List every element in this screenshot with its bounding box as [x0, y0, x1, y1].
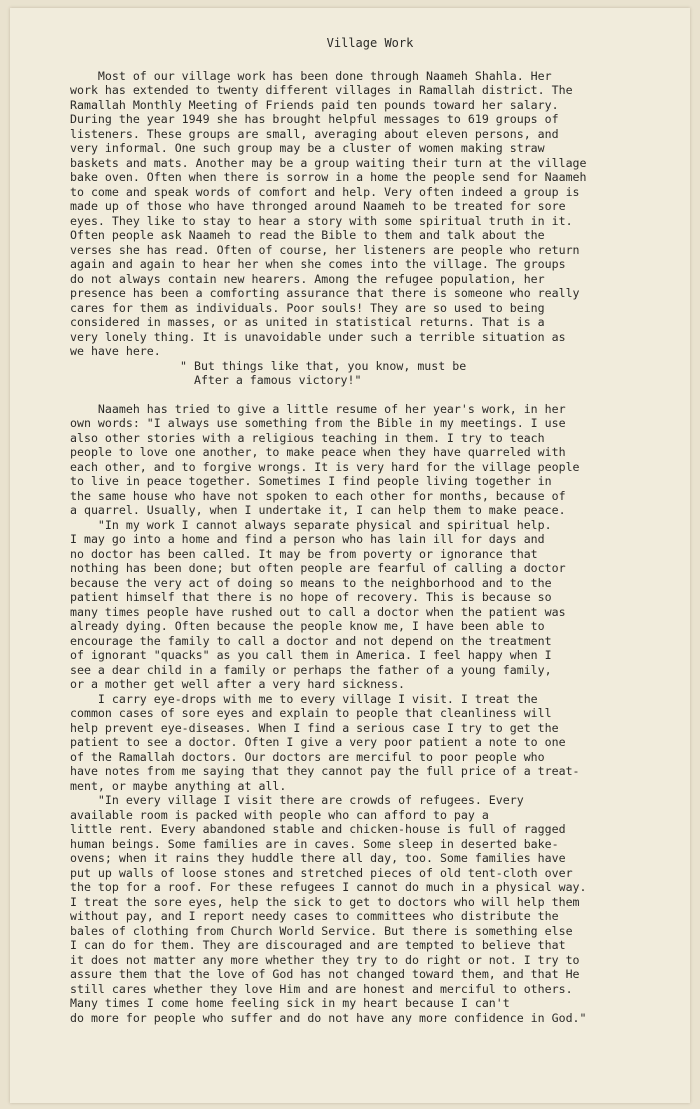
typewritten-page	[10, 8, 690, 1103]
paragraph-eye-drops: I carry eye-drops with me to every village I visit. I treat the common cases of sore eyes and explain to people that cleanliness will help prevent eye-diseases. When I find a serious case I try to get the patient to see a doctor. Often I give a very poor patient a note to one of the Ramallah doctors. Our doctors are merciful to poor people who have notes from me saying that they cannot pay the full price of a treat- ment, or maybe anything at all.	[70, 691, 580, 793]
paragraph-physical-spiritual: "In my work I cannot always separate physical and spiritual help. I may go into a home and find a person who has lain ill for days and no doctor has been called. It may be from poverty or ignorance that nothing has been done; but often people are fearful of calling a doctor because the very act of doing so means to the neighborhood and to the patient himself that there is no hope of recovery. This is because so many times people have rushed out to call a doctor when the patient was already dying. Often because the people know me, I have been able to encourage the family to call a doctor and not depend on the treatment of ignorant "quacks" as you call them in America. I feel happy when I see a dear child in a family or perhaps the father of a young family, or a mother get well after a very hard sickness.	[70, 517, 566, 691]
paragraph-resume: Naameh has tried to give a little resume of her year's work, in her own words: "I always use something from the Bible in my meetings. I use also other stories with a religious teaching in them. I try to teach people to love one another, to make peace when they have quarreled with each other, and to forgive wrongs. It is very hard for the village people to live in peace together. Sometimes I find people living together in the same house who have not spoken to each other for months, because of a quarrel. Usually, when I undertake it, I can help them to make peace.	[70, 401, 580, 517]
paragraph-intro: Most of our village work has been done through Naameh Shahla. Her work has extended to twenty different villages in Ramallah district. The Ramallah Monthly Meeting of Friends paid ten pounds toward her salary. During the year 1949 she has brought helpful messages to 619 groups of listeners. These groups are small, averaging about eleven persons, and very informal. One such group may be a cluster of women making straw baskets and mats. Another may be a group waiting their turn at the village bake oven. Often when there is sorrow in a home the people send for Naameh to come and speak words of comfort and help. Very often indeed a group is made up of those who have thronged around Naameh to be treated for sore eyes. They like to stay to hear a story with some spiritual truth in it. Often people ask Naameh to read the Bible to them and talk about the verses she has read. Often of course, her listeners are people who return again and again to hear her when she comes into the village. The groups do not always contain new hearers. Among the refugee population, her presence has been a comforting assurance that there is someone who really cares for them as individuals. Poor souls! They are so used to being considered in masses, or as united in statistical returns. That is a very lonely thing. It is unavoidable under such a terrible situation as we have here.	[70, 68, 587, 358]
paragraph-refugees: "In every village I visit there are crowds of refugees. Every available room is packed with people who can afford to pay a little rent. Every abandoned stable and chicken-house is full of ragged human beings. Some families are in caves. Some sleep in deserted bake- ovens; when it rains they huddle there all day, too. Some families have put up walls of loose stones and stretched pieces of old tent-cloth over the top for a roof. For these refugees I cannot do much in a physical way. I treat the sore eyes, help the sick to get to doctors who will help them without pay, and I report needy cases to committees who distribute the bales of clothing from Church World Service. But there is something else I can do for them. They are discouraged and are tempted to believe that it does not matter any more whether they try to do right or not. I try to assure them that the love of God has not changed toward them, and that He still cares whether they love Him and are honest and merciful to others. Many times I come home feeling sick in my heart because I can't do more for people who suffer and do not have any more confidence in God."	[70, 793, 587, 1025]
quoted-verse: " But things like that, you know, must be After a famous victory!"	[180, 358, 467, 387]
typed-text-block	[70, 36, 670, 1025]
page-title: Village Work	[326, 36, 414, 50]
